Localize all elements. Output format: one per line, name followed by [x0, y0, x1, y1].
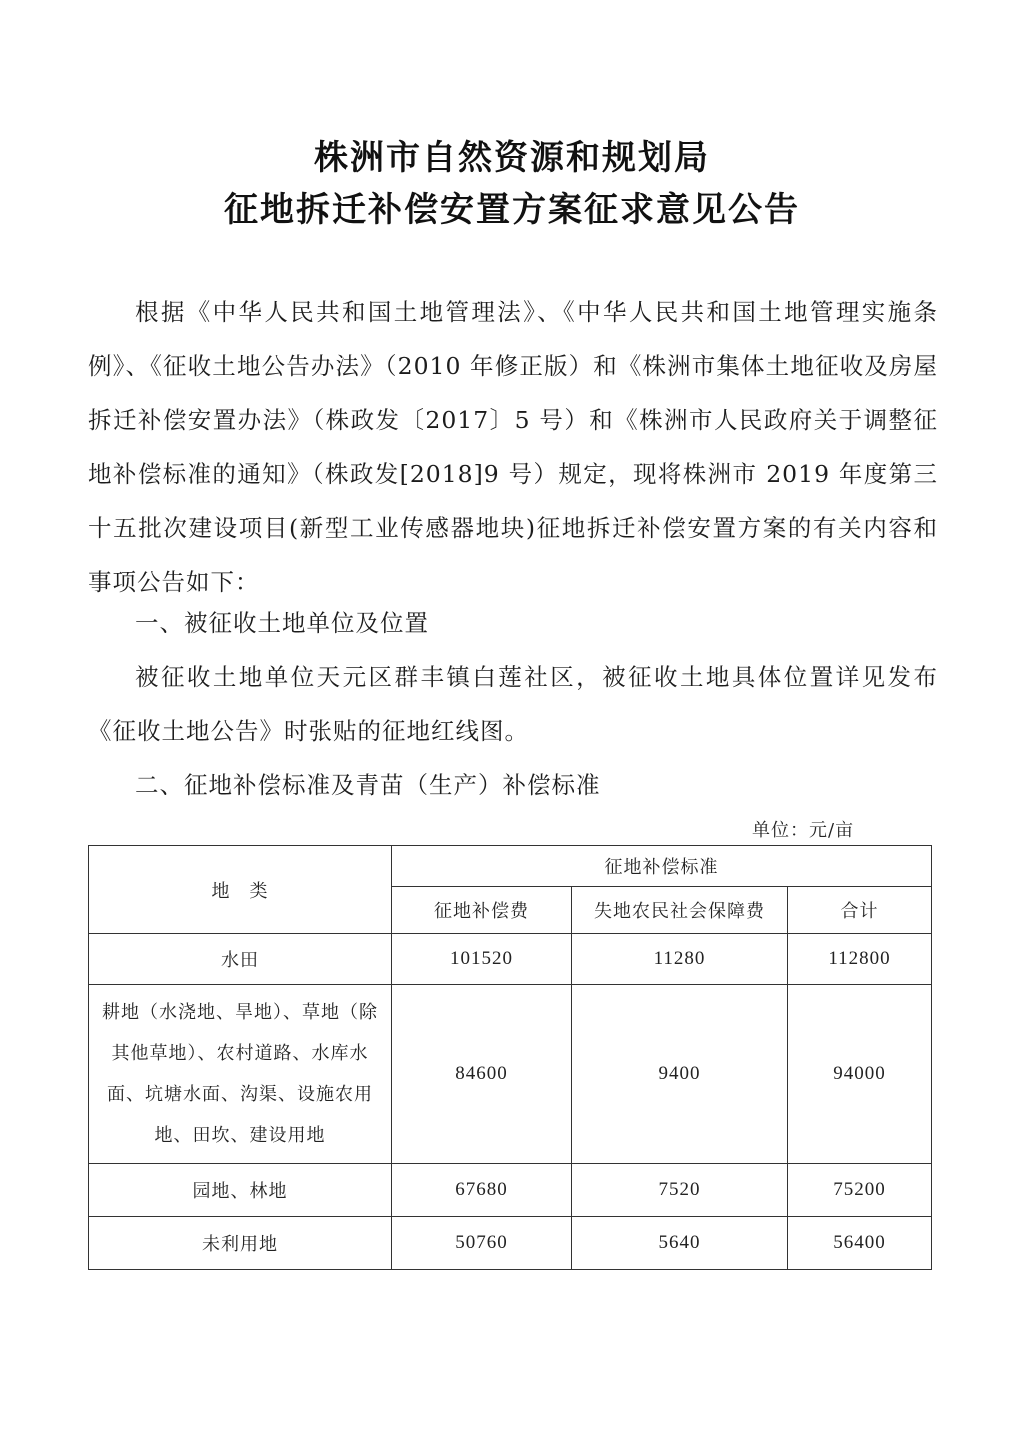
social-security-fee-cell: 9400: [572, 985, 788, 1164]
table-row: [89, 1164, 932, 1217]
total-cell: 94000: [788, 985, 932, 1164]
compensation-fee-cell: 101520: [392, 934, 572, 985]
section1-paragraph: 被征收土地单位天元区群丰镇白莲社区，被征收土地具体位置详见发布《征收土地公告》时张贴的征地红线图。: [88, 663, 938, 745]
document-title-line2: 征地拆迁补偿安置方案征求意见公告: [224, 190, 800, 230]
header-compensation-standard: 征地补偿标准: [392, 846, 932, 887]
table-unit-label: 单位：元/亩: [752, 820, 855, 841]
compensation-fee-cell: 67680: [392, 1164, 572, 1217]
compensation-fee-cell: 50760: [392, 1217, 572, 1270]
header-land-type: 地 类: [89, 846, 392, 934]
intro-paragraph: 根据《中华人民共和国土地管理法》、《中华人民共和国土地管理实施条例》、《征收土地公告办法》（2010 年修正版）和《株洲市集体土地征收及房屋拆迁补偿安置办法》（株政发〔2017〕5 号）和《株洲市人民政府关于调整征地补偿标准的通知》（株政发[2018]9 号）规定，现将株洲市 2019 年度第三十五批次建设项目(新型工业传感器地块)征地拆迁补偿安置方案的有关内容和事项公告如下：: [88, 298, 938, 596]
table-row: [89, 934, 932, 985]
total-cell: 56400: [788, 1217, 932, 1270]
social-security-fee-cell: 11280: [572, 934, 788, 985]
social-security-fee-cell: 7520: [572, 1164, 788, 1217]
header-social-security-fee: 失地农民社会保障费: [572, 887, 788, 934]
table-header-row: [89, 846, 932, 887]
table-row: [89, 1217, 932, 1270]
social-security-fee-cell: 5640: [572, 1217, 788, 1270]
header-total: 合计: [788, 887, 932, 934]
header-compensation-fee: 征地补偿费: [392, 887, 572, 934]
compensation-standard-table: [88, 845, 932, 1270]
total-cell: 112800: [788, 934, 932, 985]
compensation-fee-cell: 84600: [392, 985, 572, 1164]
document-title-line1: 株洲市自然资源和规划局: [314, 138, 710, 178]
land-type-cell: 园地、林地: [89, 1164, 392, 1217]
table-row: [89, 985, 932, 1164]
section2-heading: 二、征地补偿标准及青苗（生产）补偿标准: [135, 771, 601, 799]
land-type-cell: 未利用地: [89, 1217, 392, 1270]
total-cell: 75200: [788, 1164, 932, 1217]
land-type-cell: 水田: [89, 934, 392, 985]
section1-heading: 一、被征收土地单位及位置: [135, 609, 429, 637]
land-type-cell: 耕地（水浇地、旱地）、草地（除其他草地）、农村道路、水库水面、坑塘水面、沟渠、设施农用地、田坎、建设用地: [89, 985, 392, 1164]
